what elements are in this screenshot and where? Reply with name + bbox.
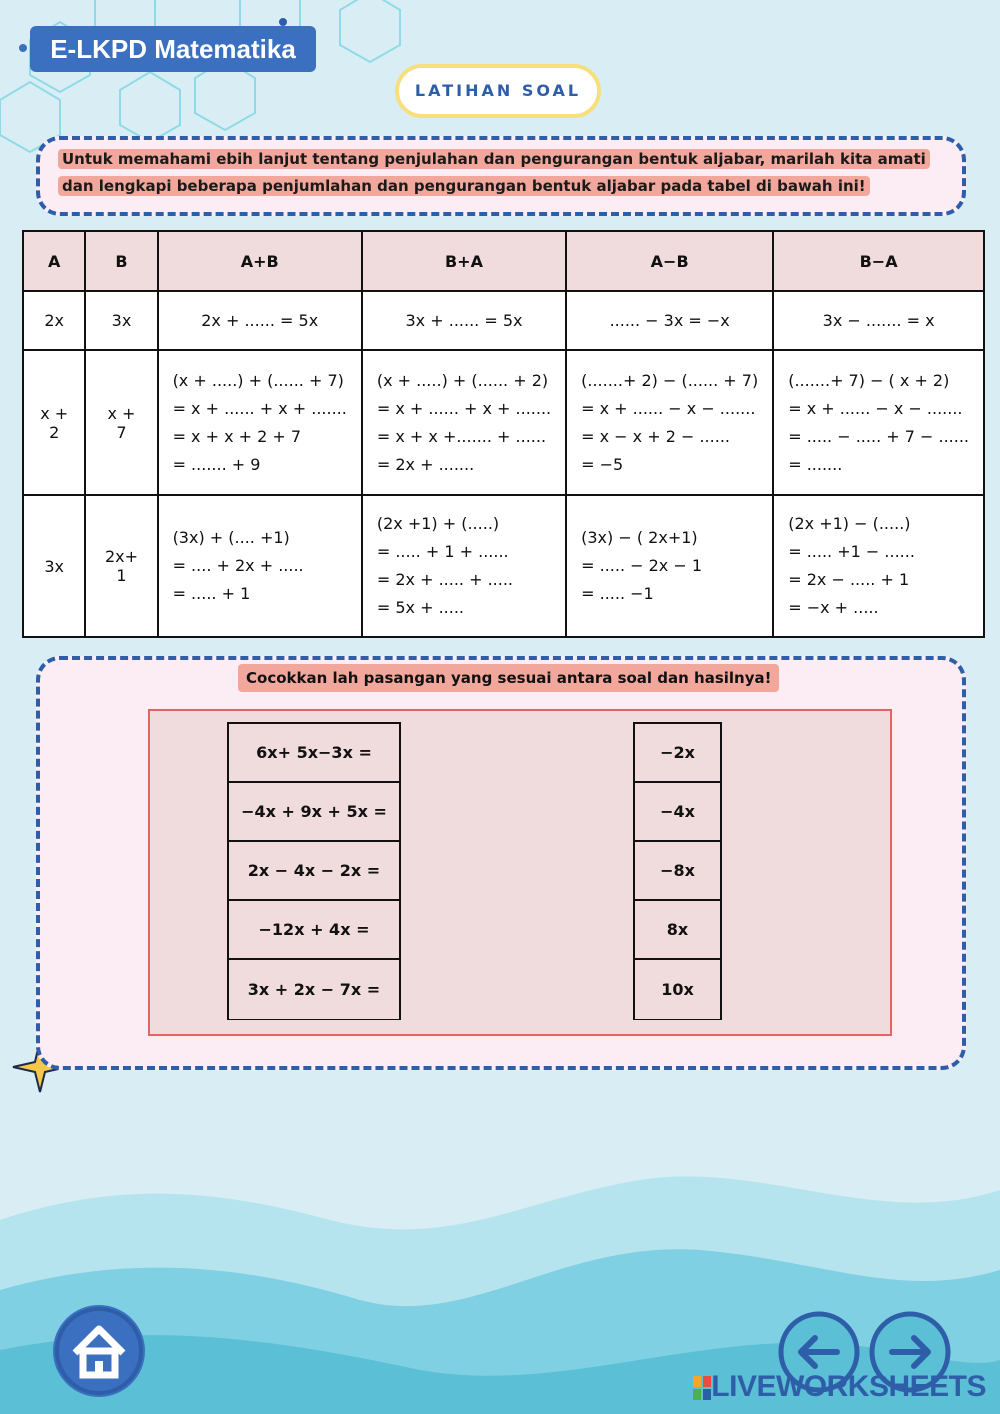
- matching-title: Cocokkan lah pasangan yang sesuai antara soal dan hasilnya!: [238, 664, 779, 692]
- match-answer[interactable]: −8x: [635, 842, 720, 901]
- cell-b-plus-a[interactable]: [362, 350, 566, 495]
- cell-b-plus-a[interactable]: [362, 495, 566, 637]
- step-line: = ..... − ..... + 7 − ......: [788, 426, 969, 446]
- table-row: [23, 495, 984, 637]
- step-line: = x + x +....... + ......: [376, 426, 547, 446]
- step-line: = 5x + .....: [376, 598, 464, 617]
- step-line: (x + .....) + (...... + 2): [376, 370, 549, 390]
- algebra-table: [22, 230, 985, 638]
- section-label: LATIHAN SOAL: [395, 64, 601, 118]
- step-line: = ..... − 2x − 1: [581, 556, 703, 575]
- step-line: (.......+ 2) − (...... + 7): [581, 370, 759, 390]
- cell-a: x + 2: [23, 350, 85, 495]
- step-line: = x − x + 2 − ......: [581, 426, 730, 446]
- question-column: [227, 722, 401, 1020]
- intro-text: Untuk memahami ebih lanjut tentang penjulahan dan pengurangan bentuk aljabar, marilah kita amati dan lengkapi beberapa penjumlahan dan pengurangan bentuk aljabar pada tabel di bawah ini!: [58, 146, 938, 200]
- table-row: [23, 350, 984, 495]
- step-line: = .... + 2x + .....: [172, 556, 304, 575]
- match-question[interactable]: 2x − 4x − 2x =: [229, 842, 399, 901]
- step-line: (.......+ 7) − ( x + 2): [788, 370, 950, 390]
- step-line: = ..... + 1 + ......: [376, 542, 509, 561]
- cell-b: 3x: [85, 291, 157, 350]
- home-button[interactable]: [53, 1305, 145, 1397]
- header-b-minus-a: B−A: [773, 231, 984, 291]
- match-question[interactable]: 6x+ 5x−3x =: [229, 724, 399, 783]
- match-question[interactable]: −4x + 9x + 5x =: [229, 783, 399, 842]
- step-line: (2x +1) + (.....): [376, 514, 500, 533]
- match-question[interactable]: −12x + 4x =: [229, 901, 399, 960]
- cell-a: 2x: [23, 291, 85, 350]
- step-line: (x + .....) + (...... + 7): [172, 370, 344, 390]
- step-line: = ..... +1 − ......: [788, 542, 915, 561]
- step-line: = .......: [788, 454, 843, 474]
- step-line: = ..... −1: [581, 584, 654, 603]
- decor-dot: [19, 44, 27, 52]
- step-line: = ....... + 9: [172, 454, 261, 474]
- step-line: = −5: [581, 454, 624, 474]
- step-line: (3x) − ( 2x+1): [581, 528, 698, 547]
- cell-a-minus-b[interactable]: [566, 495, 773, 637]
- home-icon: [53, 1305, 145, 1397]
- step-line: (2x +1) − (.....): [788, 514, 911, 533]
- cell-a: 3x: [23, 495, 85, 637]
- match-question[interactable]: 3x + 2x − 7x =: [229, 960, 399, 1019]
- step-line: = x + ...... + x + .......: [172, 398, 347, 418]
- step-line: = x + x + 2 + 7: [172, 426, 302, 446]
- hexagon-pattern: [0, 0, 400, 152]
- cell-b-minus-a[interactable]: 3x − ....... = x: [773, 291, 984, 350]
- app-title: E-LKPD Matematika: [30, 26, 316, 72]
- match-answer[interactable]: 8x: [635, 901, 720, 960]
- table-header-row: [23, 231, 984, 291]
- logo-text: LIVEWORKSHEETS: [711, 1370, 986, 1403]
- header-b-plus-a: B+A: [362, 231, 566, 291]
- step-line: = 2x − ..... + 1: [788, 570, 910, 589]
- step-line: = 2x + ..... + .....: [376, 570, 513, 589]
- match-answer[interactable]: −4x: [635, 783, 720, 842]
- step-line: = x + ...... + x + .......: [376, 398, 552, 418]
- cell-a-minus-b[interactable]: [566, 350, 773, 495]
- cell-a-plus-b[interactable]: [158, 495, 362, 637]
- logo-mark-icon: [693, 1376, 711, 1400]
- cell-b-plus-a[interactable]: 3x + ...... = 5x: [362, 291, 566, 350]
- step-line: = ..... + 1: [172, 584, 251, 603]
- header-a-minus-b: A−B: [566, 231, 773, 291]
- answer-column: [633, 722, 722, 1020]
- match-answer[interactable]: 10x: [635, 960, 720, 1019]
- header-a-plus-b: A+B: [158, 231, 362, 291]
- cell-a-plus-b[interactable]: 2x + ...... = 5x: [158, 291, 362, 350]
- step-line: = 2x + .......: [376, 454, 475, 474]
- cell-b: x + 7: [85, 350, 157, 495]
- match-answer[interactable]: −2x: [635, 724, 720, 783]
- cell-b-minus-a[interactable]: [773, 495, 984, 637]
- header-b: B: [85, 231, 157, 291]
- header-a: A: [23, 231, 85, 291]
- step-line: (3x) + (.... +1): [172, 528, 290, 547]
- table-row: [23, 291, 984, 350]
- cell-b-minus-a[interactable]: [773, 350, 984, 495]
- cell-a-minus-b[interactable]: ...... − 3x = −x: [566, 291, 773, 350]
- cell-b: 2x+ 1: [85, 495, 157, 637]
- cell-a-plus-b[interactable]: [158, 350, 362, 495]
- step-line: = x + ...... − x − .......: [788, 398, 963, 418]
- step-line: = −x + .....: [788, 598, 879, 617]
- step-line: = x + ...... − x − .......: [581, 398, 756, 418]
- liveworksheets-logo: [693, 1370, 986, 1404]
